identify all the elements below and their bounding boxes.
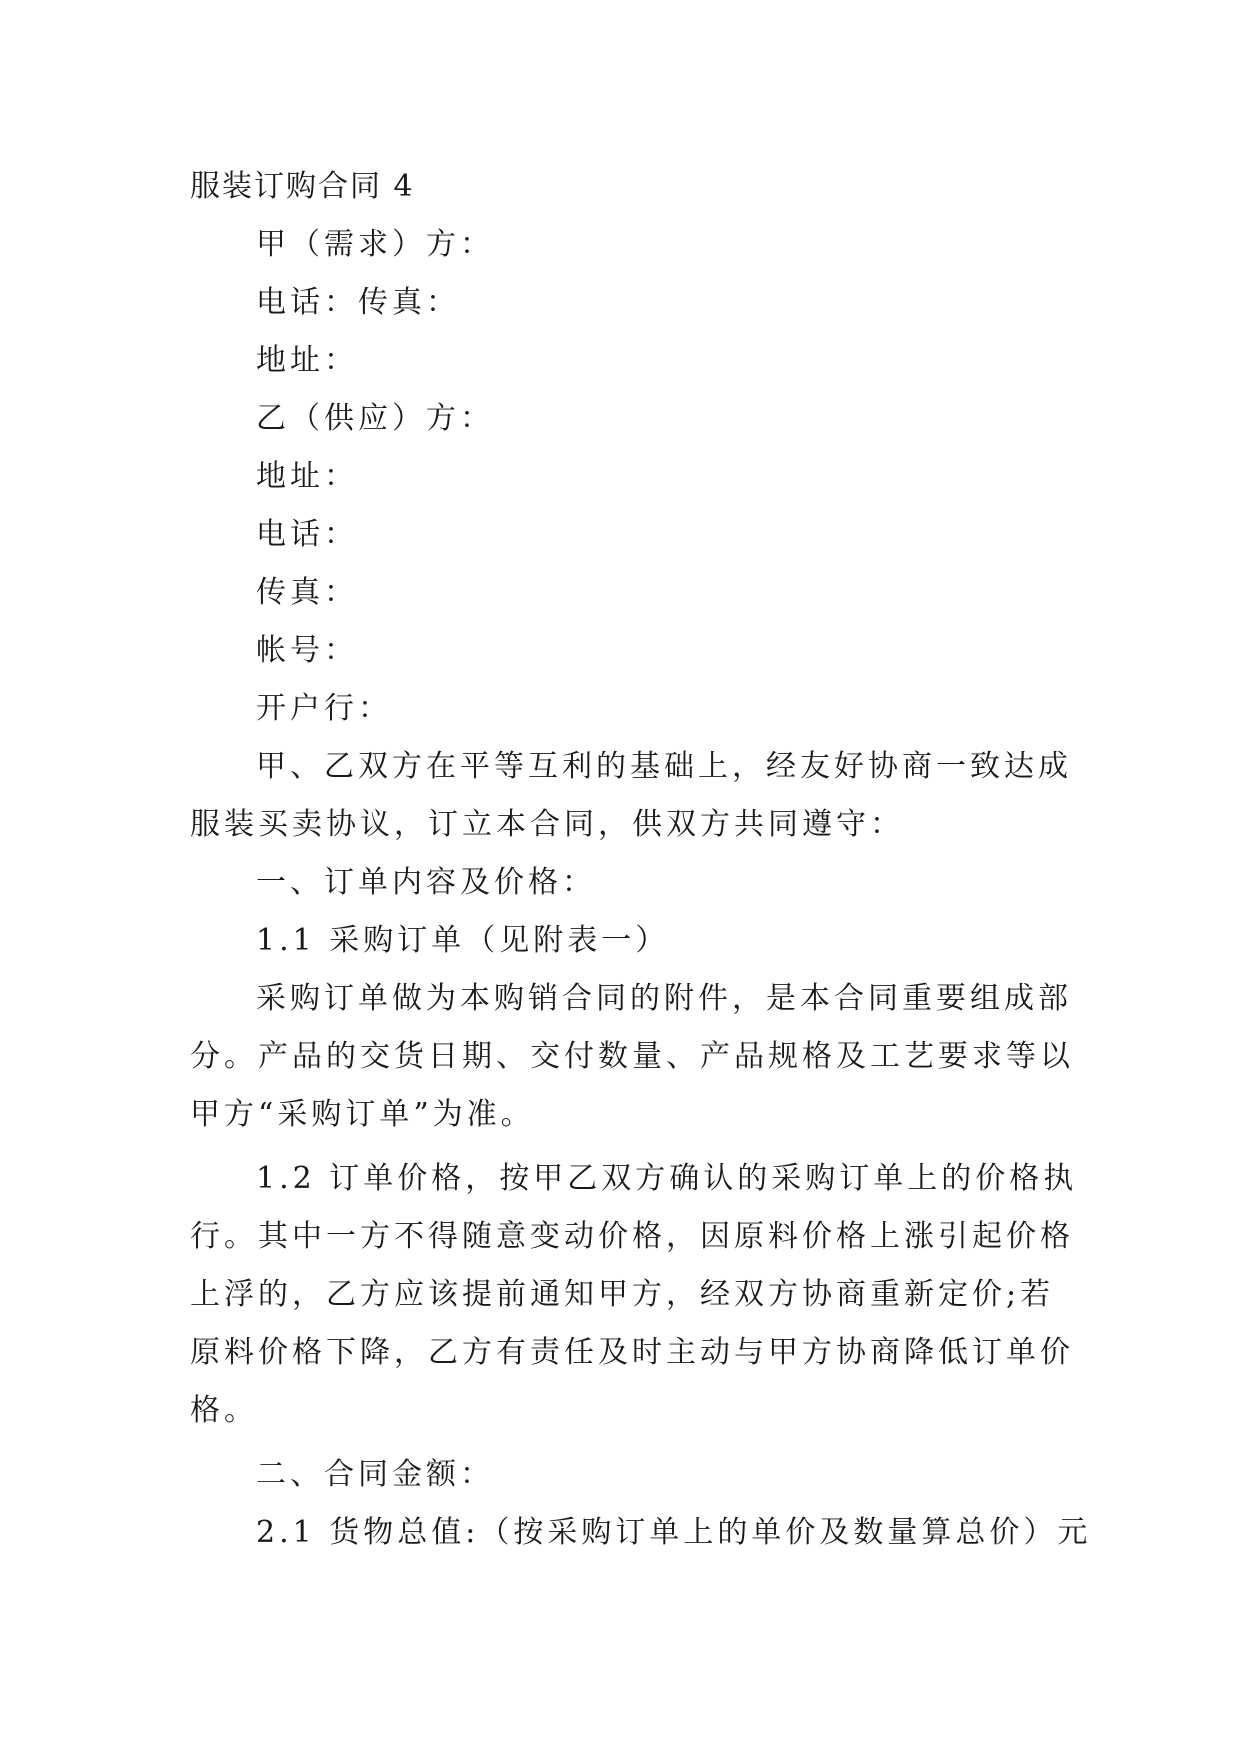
clause-1-2-line: 1.2 订单价格，按甲乙双方确认的采购订单上的价格执 <box>256 1161 1078 1196</box>
intro-line: 甲、乙双方在平等互利的基础上，经友好协商一致达成 <box>256 749 1072 784</box>
party-a-label: 甲（需求）方： <box>256 227 494 262</box>
intro-paragraph <box>190 738 1072 854</box>
clause-1-2-line: 格。 <box>190 1393 258 1428</box>
document-title: 服装订购合同 4 <box>190 169 415 204</box>
section-1-heading: 一、订单内容及价格： <box>256 865 596 900</box>
party-b-fax: 传真： <box>256 575 358 610</box>
section-2-heading: 二、合同金额： <box>256 1457 494 1492</box>
document-content <box>190 158 1092 1562</box>
party-b-phone: 电话： <box>256 517 358 552</box>
party-b-bank: 开户行： <box>256 691 392 726</box>
clause-1-2-line: 上浮的，乙方应该提前通知甲方，经双方协商重新定价;若 <box>190 1277 1055 1312</box>
clause-1-1-heading: 1.1 采购订单（见附表一） <box>256 923 670 958</box>
clause-1-1-line: 甲方“采购订单”为准。 <box>190 1097 535 1132</box>
party-b-account: 帐号： <box>256 633 358 668</box>
party-a-phone-fax: 电话：传真： <box>256 285 460 320</box>
party-b-label: 乙（供应）方： <box>256 401 494 436</box>
clause-1-2-line: 行。其中一方不得随意变动价格，因原料价格上涨引起价格 <box>190 1219 1074 1254</box>
clause-1-2-paragraph <box>190 1150 1078 1440</box>
intro-line: 服装买卖协议，订立本合同，供双方共同遵守： <box>190 807 904 842</box>
party-b-address: 地址： <box>256 459 358 494</box>
clause-1-1-line: 采购订单做为本购销合同的附件，是本合同重要组成部 <box>256 981 1072 1016</box>
clause-1-1-paragraph <box>190 970 1074 1144</box>
clause-1-2-line: 原料价格下降，乙方有责任及时主动与甲方协商降低订单价 <box>190 1335 1074 1370</box>
party-a-address: 地址： <box>256 343 358 378</box>
clause-1-1-line: 分。产品的交货日期、交付数量、产品规格及工艺要求等以 <box>190 1039 1074 1074</box>
clause-2-1: 2.1 货物总值:（按采购订单上的单价及数量算总价）元 <box>256 1515 1092 1550</box>
